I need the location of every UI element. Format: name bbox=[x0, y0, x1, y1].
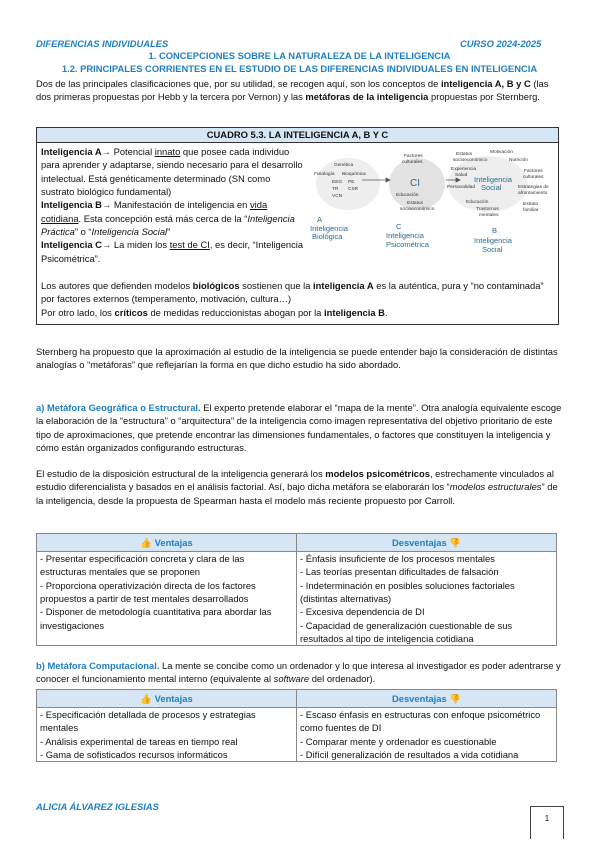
diagram-label: Factores bbox=[404, 154, 423, 159]
def-b: Inteligencia B→ Manifestación de inteligencia en vida cotidiana. Esta concepción está más cerca de la “Inteligencia Práctica” o “Inteligencia Social” bbox=[41, 199, 295, 238]
cuadro-definitions bbox=[41, 145, 306, 265]
thumbs-up-icon: 👍 bbox=[140, 692, 153, 704]
desventajas-header: Desventajas 👎 bbox=[297, 534, 557, 552]
diagram-label: Fisiología bbox=[314, 172, 335, 177]
intel-social-label: Inteligencia bbox=[474, 175, 512, 184]
diagram-label: EEG bbox=[332, 180, 343, 185]
diagram-label: Trastornos bbox=[476, 207, 499, 212]
thumbs-down-icon: 👎 bbox=[449, 692, 462, 704]
block-a-label: Biológica bbox=[312, 232, 343, 241]
block-c-letter: C bbox=[396, 222, 402, 231]
cuadro-bottom-text: Los autores que defienden modelos biológicos sostienen que la inteligencia A es la auténtica, pura y “no contaminada” por factores externos (temperamento, motivación, cultura…) Por otro lado, los críticos de medidas reduccionistas abogan por la inteligencia B. bbox=[41, 280, 544, 318]
page-number-box bbox=[530, 806, 564, 839]
diagram-label: Motivación bbox=[490, 150, 513, 155]
list-item: - Capacidad de generalización cuestionable de sus resultados al tipo de inteligencia cotidiana bbox=[300, 619, 513, 645]
comp-paragraph: b) Metáfora Computacional. La mente se concibe como un ordenador y lo que interesa al investigador es poder adentrarse y conocer el funcionamiento mental interno (equivalente al software del ordenador). bbox=[36, 660, 561, 685]
thumbs-up-icon: 👍 bbox=[140, 536, 153, 548]
desventajas-cell bbox=[297, 708, 557, 762]
intel-social-label: Social bbox=[481, 183, 502, 192]
diagram-label: Educación bbox=[396, 193, 419, 198]
cuadro-title: CUADRO 5.3. LA INTELIGENCIA A, B Y C bbox=[37, 128, 558, 143]
diagram-label: Estatus bbox=[456, 152, 472, 157]
ventajas-header: 👍 Ventajas bbox=[37, 534, 297, 552]
list-item: - Gama de sofisticados recursos informáticos bbox=[40, 749, 228, 761]
def-a: Inteligencia A→ Potencial innato que posee cada individuo para aprender y adaptarse, siendo necesario para el desarrollo intelectual. Está genéticamente determinado (SN como sustrato biológico fundamental) bbox=[41, 146, 303, 198]
diagram-label: Salud bbox=[455, 173, 468, 178]
ci-label: CI bbox=[410, 178, 420, 189]
def-c: Inteligencia C→ La miden los test de CI, es decir, “Inteligencia Psicométrica”. bbox=[41, 239, 304, 264]
list-item: - Indeterminación en posibles soluciones factoriales (distintas alternativas) bbox=[300, 579, 515, 605]
block-c-label: Psicométrica bbox=[386, 240, 429, 249]
diagram-label: Genética bbox=[334, 163, 354, 168]
block-a-label: Inteligencia bbox=[310, 224, 348, 233]
list-item: - Escaso énfasis en estructuras con enfoque psicométrico como fuentes de DI bbox=[300, 709, 541, 734]
diagram-label: culturales bbox=[402, 160, 423, 165]
subsection-title: 1.2. PRINCIPALES CORRIENTES EN EL ESTUDIO DE LAS DIFERENCIAS INDIVIDUALES EN INTELIGENCIA bbox=[61, 63, 538, 74]
diagram-label: Estrategias de bbox=[518, 185, 549, 190]
diagram-label: mentales bbox=[479, 213, 499, 218]
list-item: - Difícil generalización de resultados a vida cotidiana bbox=[300, 749, 519, 761]
comp-table bbox=[36, 689, 557, 762]
block-b-label: Inteligencia bbox=[474, 236, 512, 245]
list-item: - Énfasis insuficiente de los procesos mentales bbox=[300, 553, 495, 564]
list-item: - Excesiva dependencia de DI bbox=[300, 606, 425, 618]
geo-paragraph: a) Metáfora Geográfica o Estructural. El experto pretende elaborar el “mapa de la mente”. Otra analogía equivalente escoge la elaboración de la “estructura” o “arquitectura” de la inteligencia como imagen representativa del objetivo prioritario de este tipo de aproximaciones, que pretende encontrar las dimensiones fundamentales, o factores que constituyen la inteligencia y cómo están organizados configurando estructuras. bbox=[36, 402, 562, 454]
diagram-label: Bioquímica bbox=[342, 172, 366, 177]
desventajas-header: Desventajas 👎 bbox=[297, 690, 557, 708]
diagram-label: socioeconómico bbox=[400, 207, 435, 212]
list-item: - Las teorías presentan dificultades de falsación bbox=[300, 566, 499, 578]
header-right: CURSO 2024-2025 bbox=[460, 38, 542, 49]
block-a-letter: A bbox=[317, 215, 323, 224]
intelligence-abc-diagram bbox=[306, 150, 556, 260]
list-item: - Disponer de metodología cuantitativa para abordar las investigaciones bbox=[40, 606, 272, 631]
list-item: - Presentar especificación concreta y clara de las estructuras mentales que se proponen bbox=[40, 553, 245, 578]
list-item: - Análisis experimental de tareas en tiempo real bbox=[40, 735, 238, 747]
header-left: DIFERENCIAS INDIVIDUALES bbox=[36, 38, 169, 49]
diagram-label: TR bbox=[332, 187, 339, 192]
block-b-label: Social bbox=[482, 245, 503, 254]
geo-table bbox=[36, 533, 557, 646]
intro-paragraph: Dos de las principales clasificaciones que, por su utilidad, se recogen aquí, son los conceptos de inteligencia A, B y C (las dos primeras propuestas por Hebb y la tercera por Vernon) y las metáforas de la inteligencia propuestas por Sternberg. bbox=[36, 78, 549, 103]
diagram-label: Experiencia bbox=[451, 167, 477, 172]
diagram-label: CSR bbox=[348, 187, 359, 192]
ventajas-cell bbox=[37, 708, 297, 762]
geo-paragraph-2: El estudio de la disposición estructural de la inteligencia generará los modelos psicométricos, estrechamente vinculados al estudio diferencialista y basados en el análisis factorial. Así, bajo dicha metáfora se elaborarán los “modelos estructurales” de la inteligencia, desde la propuesta de Spearman hasta el modelo más reciente propuesto por Carroll. bbox=[36, 468, 558, 506]
thumbs-down-icon: 👎 bbox=[449, 536, 462, 548]
ventajas-cell bbox=[37, 552, 297, 646]
desventajas-cell bbox=[297, 552, 557, 646]
comp-title: b) Metáfora Computacional. bbox=[36, 660, 160, 671]
diagram-label: PE bbox=[348, 180, 355, 185]
sternberg-paragraph: Sternberg ha propuesto que la aproximación al estudio de la inteligencia se puede entender bajo la consideración de distintas analogías o “metáforas” que reflejarían la forma en que dicho estudio ha sido abordado. bbox=[36, 346, 558, 371]
list-item: - Proporciona operativización directa de los factores propuestos a partir de test mentales desarrollados bbox=[40, 579, 256, 605]
diagram-label: Personalidad bbox=[447, 185, 476, 190]
ventajas-header: 👍 Ventajas bbox=[37, 690, 297, 708]
diagram-label: VCN bbox=[332, 194, 343, 199]
list-item: - Comparar mente y ordenador es cuestionable bbox=[300, 735, 497, 747]
section-title: 1. CONCEPCIONES SOBRE LA NATURALEZA DE LA INTELIGENCIA bbox=[148, 50, 451, 61]
footer-author: ALICIA ÁLVAREZ IGLESIAS bbox=[36, 801, 159, 812]
list-item: - Especificación detallada de procesos y estrategias mentales bbox=[40, 709, 256, 734]
page-number: 1 bbox=[544, 814, 550, 823]
diagram-label: socioeconómico bbox=[453, 158, 488, 163]
diagram-label: culturales bbox=[523, 175, 544, 180]
diagram-label: Educación bbox=[466, 200, 489, 205]
block-c-label: Inteligencia bbox=[386, 231, 424, 240]
diagram-label: Estatus bbox=[407, 201, 423, 206]
diagram-label: familiar bbox=[523, 208, 539, 213]
diagram-label: Nutrición bbox=[509, 158, 528, 163]
block-b-letter: B bbox=[492, 226, 498, 235]
diagram-label: afrontamiento bbox=[518, 191, 548, 196]
diagram-label: Estrato bbox=[523, 202, 539, 207]
geo-title: a) Metáfora Geográfica o Estructural. bbox=[36, 402, 201, 413]
diagram-label: Factores bbox=[524, 169, 543, 174]
